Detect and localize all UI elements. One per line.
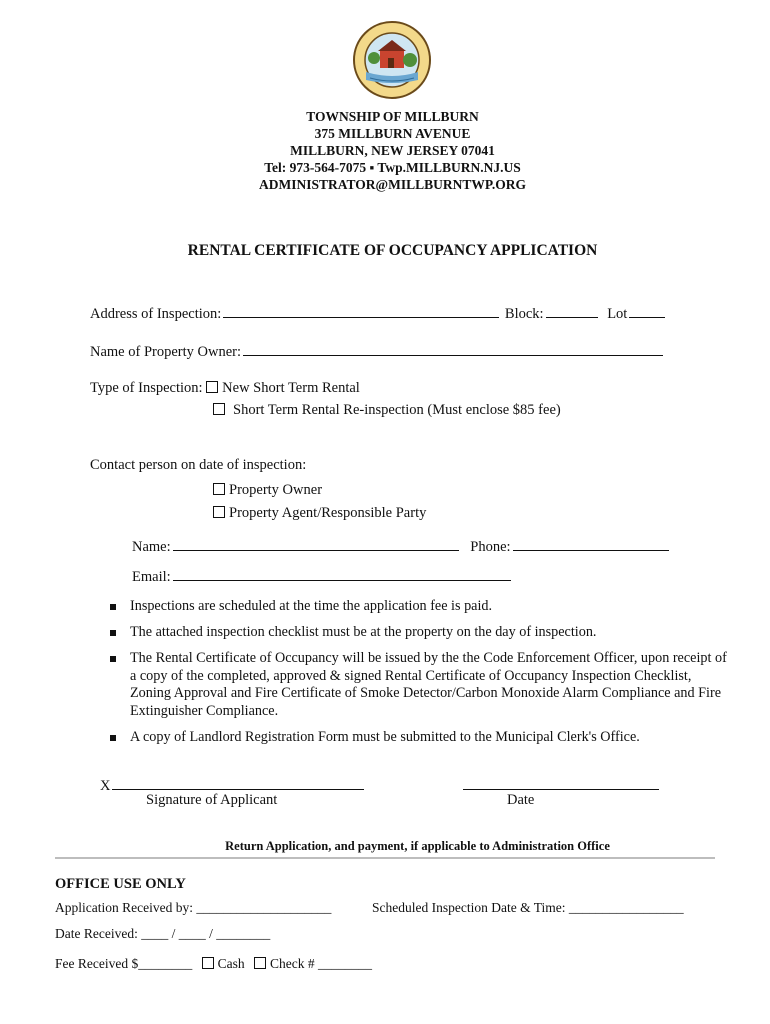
fee-row bbox=[55, 956, 372, 972]
cash-checkbox[interactable] bbox=[202, 957, 214, 969]
signature-label: Signature of Applicant bbox=[146, 792, 278, 808]
address-field[interactable] bbox=[223, 304, 499, 318]
form-title: RENTAL CERTIFICATE OF OCCUPANCY APPLICATION bbox=[187, 242, 598, 259]
phone-field[interactable] bbox=[513, 537, 669, 551]
township-header bbox=[0, 108, 770, 193]
email-field[interactable] bbox=[173, 567, 511, 581]
block-label: Block: bbox=[504, 306, 544, 322]
email-label: Email: bbox=[132, 569, 171, 585]
new-rental-label: New Short Term Rental bbox=[222, 380, 360, 396]
fee-received-field[interactable]: Fee Received $________ bbox=[55, 956, 193, 971]
header-line-township: TOWNSHIP OF MILLBURN bbox=[306, 109, 479, 124]
date-received-field[interactable]: Date Received: ____ / ____ / ________ bbox=[55, 926, 271, 941]
check-checkbox[interactable] bbox=[254, 957, 266, 969]
reinspection-checkbox[interactable] bbox=[213, 403, 225, 415]
agent-option-row bbox=[213, 505, 426, 522]
header-line-contact: Tel: 973-564-7075 ▪ Twp.MILLBURN.NJ.US bbox=[264, 160, 521, 175]
contact-label: Contact person on date of inspection: bbox=[90, 457, 307, 473]
owner-label: Name of Property Owner: bbox=[90, 344, 241, 360]
owner-option-row bbox=[213, 482, 322, 499]
property-agent-checkbox[interactable] bbox=[213, 506, 225, 518]
owner-field[interactable] bbox=[243, 342, 663, 356]
lot-field[interactable] bbox=[629, 304, 665, 318]
list-item: Inspections are scheduled at the time the application fee is paid. bbox=[108, 598, 728, 616]
name-phone-row bbox=[132, 537, 671, 556]
inspection-type-label: Type of Inspection: bbox=[90, 380, 203, 396]
block-field[interactable] bbox=[546, 304, 598, 318]
cash-label: Cash bbox=[217, 956, 245, 971]
header-line-city: MILLBURN, NEW JERSEY 07041 bbox=[290, 143, 495, 158]
address-label: Address of Inspection: bbox=[90, 306, 222, 322]
instructions-list bbox=[108, 598, 728, 755]
inspection-type-row bbox=[90, 380, 360, 397]
new-rental-checkbox[interactable] bbox=[206, 381, 218, 393]
list-item: The Rental Certificate of Occupancy will be issued by the the Code Enforcement Officer, upon receipt of a copy of the completed, approved & signed Rental Certificate of Occupancy Inspection Checklist, Zoning Approval and Fire Certificate of Smoke Detector/Carbon Monoxide Alarm Compliance and Fire Extinguisher Compliance. bbox=[108, 650, 728, 720]
property-agent-label: Property Agent/Responsible Party bbox=[229, 505, 427, 521]
property-owner-label: Property Owner bbox=[229, 482, 323, 498]
office-use-title: OFFICE USE ONLY bbox=[55, 876, 186, 892]
header-line-email: ADMINISTRATOR@MILLBURNTWP.ORG bbox=[259, 177, 526, 192]
property-owner-checkbox[interactable] bbox=[213, 483, 225, 495]
date-field[interactable] bbox=[463, 776, 659, 790]
address-row bbox=[90, 304, 667, 323]
signature-x-mark: X bbox=[100, 778, 111, 794]
email-row bbox=[132, 567, 513, 586]
name-label: Name: bbox=[132, 539, 171, 555]
list-item: A copy of Landlord Registration Form must be submitted to the Municipal Clerk's Office. bbox=[108, 729, 728, 747]
received-by-field[interactable]: Application Received by: ____________________ bbox=[55, 900, 332, 915]
lot-label: Lot bbox=[607, 306, 628, 322]
reinspection-label: Short Term Rental Re-inspection (Must enclose $85 fee) bbox=[233, 402, 561, 418]
reinspection-row bbox=[213, 402, 561, 419]
name-field[interactable] bbox=[173, 537, 459, 551]
date-label: Date bbox=[507, 792, 535, 808]
township-seal-logo bbox=[352, 20, 432, 100]
phone-label: Phone: bbox=[470, 539, 511, 555]
list-item: The attached inspection checklist must be at the property on the day of inspection. bbox=[108, 624, 728, 642]
scheduled-inspection-field[interactable]: Scheduled Inspection Date & Time: _________________ bbox=[372, 900, 684, 915]
section-divider bbox=[55, 857, 715, 859]
header-line-street: 375 MILLBURN AVENUE bbox=[314, 126, 471, 141]
check-label: Check # ________ bbox=[269, 956, 372, 971]
signature-field[interactable] bbox=[112, 776, 364, 790]
owner-row bbox=[90, 342, 665, 361]
return-note: Return Application, and payment, if applicable to Administration Office bbox=[225, 839, 610, 853]
